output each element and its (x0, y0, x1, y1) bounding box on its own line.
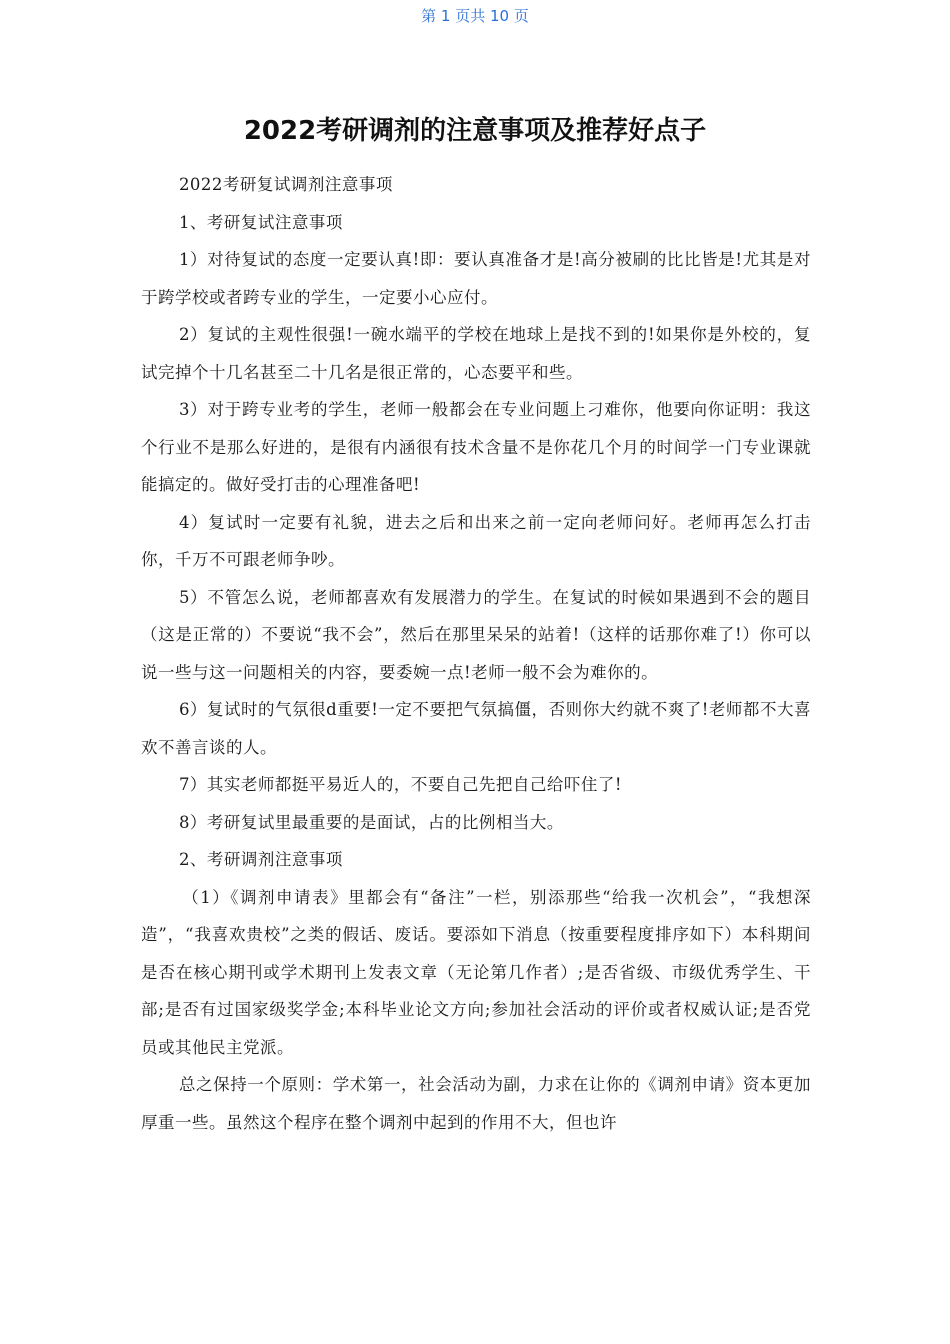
paragraph-item-1: 1）对待复试的态度一定要认真!即：要认真准备才是!高分被刷的比比皆是!尤其是对于跨学校或者跨专业的学生，一定要小心应付。 (141, 250, 811, 307)
paragraph-summary: 总之保持一个原则：学术第一，社会活动为副，力求在让你的《调剂申请》资本更加厚重一些。虽然这个程序在整个调剂中起到的作用不大，但也许 (141, 1075, 811, 1132)
paragraph-section-1-heading: 1、考研复试注意事项 (178, 212, 343, 232)
paragraph-item-8: 8）考研复试里最重要的是面试，占的比例相当大。 (178, 812, 564, 832)
paragraph-adjust-item-1: （1）《调剂申请表》里都会有“备注”一栏，别添那些“给我一次机会”，“我想深造”，“我喜欢贵校”之类的假话、废话。要添如下消息（按重要程度排序如下）本科期间是否在核心期刊或学术期刊上发表文章（无论第几作者）;是否省级、市级优秀学生、干部;是否有过国家级奖学金;本科毕业论文方向;参加社会活动的评价或者权威认证;是否党员或其他民主党派。 (141, 887, 811, 1057)
paragraph-section-2-heading: 2、考研调剂注意事项 (178, 850, 343, 869)
paragraph-subtitle: 2022考研复试调剂注意事项 (178, 175, 393, 194)
page-indicator: 第 1 页共 10 页 (421, 7, 529, 25)
paragraph-item-7: 7）其实老师都挺平易近人的，不要自己先把自己给吓住了! (178, 775, 623, 794)
document-title: 2022考研调剂的注意事项及推荐好点子 (243, 116, 707, 146)
paragraph-item-6: 6）复试时的气氛很d重要!一定不要把气氛搞僵，否则你大约就不爽了!老师都不大喜欢不善言谈的人。 (141, 700, 811, 757)
document-body (141, 166, 811, 1141)
paragraph-item-3: 3）对于跨专业考的学生，老师一般都会在专业问题上刁难你，他要向你证明：我这个行业不是那么好进的，是很有内涵很有技术含量不是你花几个月的时间学一门专业课就能搞定的。做好受打击的心理准备吧! (141, 400, 811, 494)
paragraph-item-4: 4）复试时一定要有礼貌，进去之后和出来之前一定向老师问好。老师再怎么打击你，千万不可跟老师争吵。 (141, 512, 811, 569)
paragraph-item-5: 5）不管怎么说，老师都喜欢有发展潜力的学生。在复试的时候如果遇到不会的题目（这是正常的）不要说“我不会”，然后在那里呆呆的站着!（这样的话那你难了!）你可以说一些与这一问题相关的内容，要委婉一点!老师一般不会为难你的。 (141, 587, 811, 682)
paragraph-item-2: 2）复试的主观性很强!一碗水端平的学校在地球上是找不到的!如果你是外校的，复试完掉个十几名甚至二十几名是很正常的，心态要平和些。 (141, 325, 811, 382)
